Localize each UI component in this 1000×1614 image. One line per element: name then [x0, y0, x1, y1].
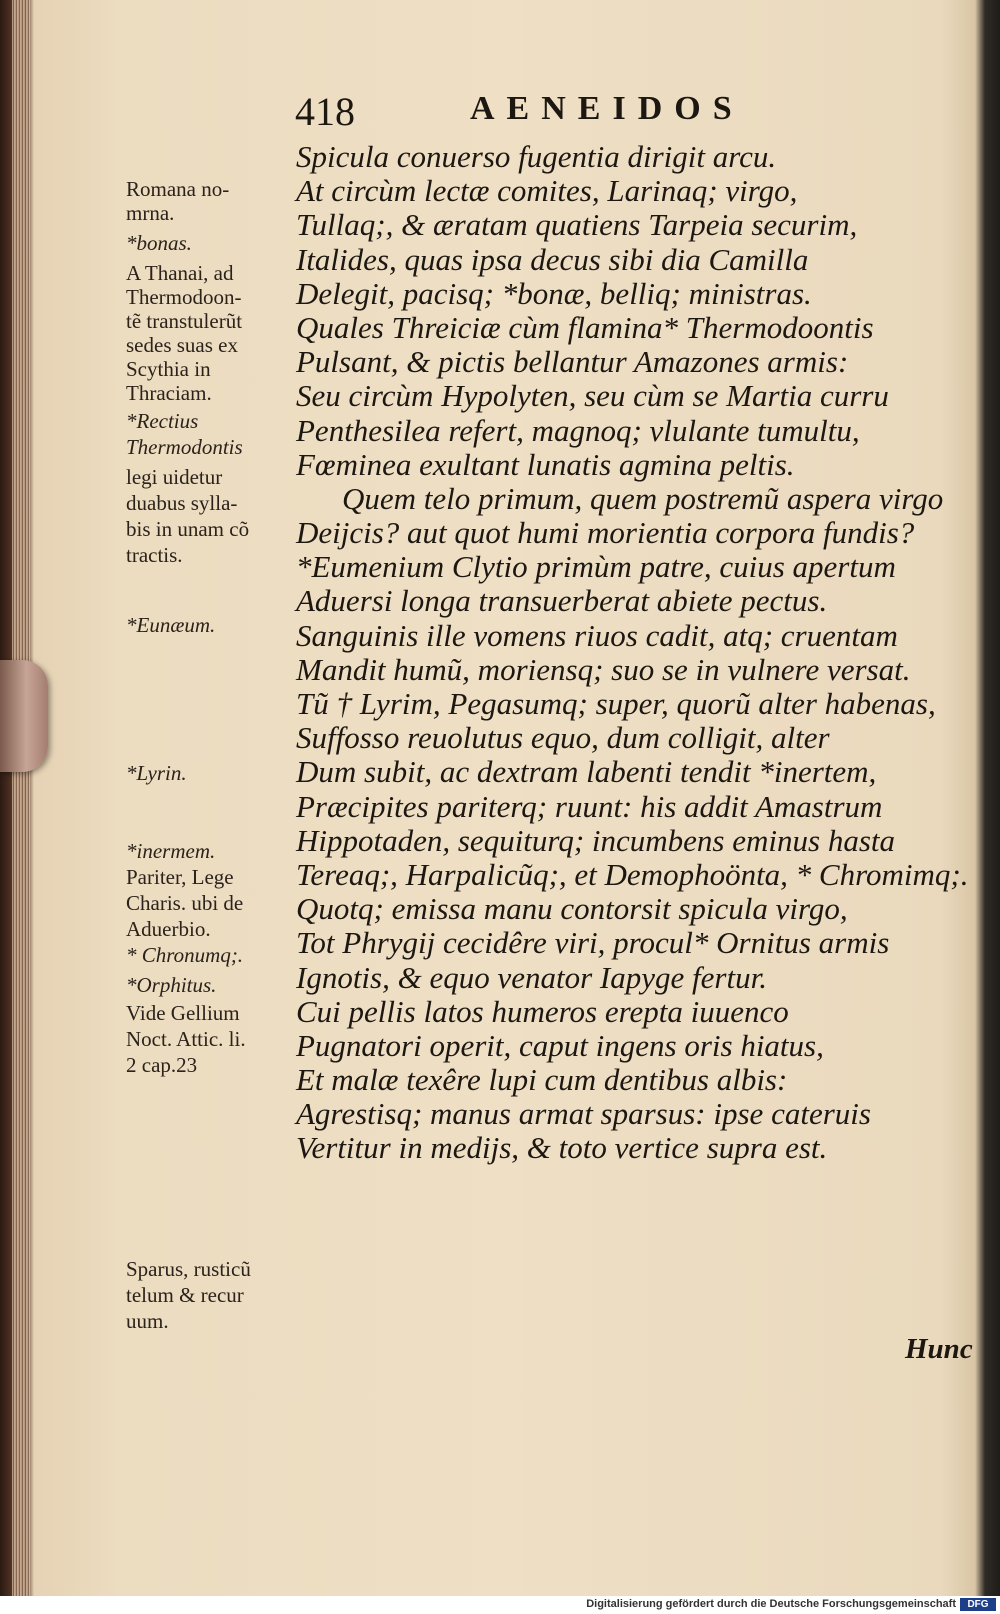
margin-note: Scythia in — [126, 357, 211, 381]
digitization-footer — [0, 1596, 1000, 1614]
verse-line: Fœminea exultant lunatis agmina peltis. — [296, 446, 795, 482]
margin-note: * Chronumq;. — [126, 943, 244, 967]
margin-note: mrna. — [126, 201, 175, 225]
margin-note: Aduerbio. — [126, 917, 211, 941]
page-number: 418 — [295, 89, 355, 134]
funding-credit: Digitalisierung gefördert durch die Deutsche Forschungsgemeinschaft — [586, 1598, 956, 1610]
verse-line: Deijcis? aut quot humi morientia corpora fundis? — [296, 515, 915, 551]
margin-note: Thermodoon- — [126, 285, 242, 309]
margin-note: Charis. ubi de — [126, 891, 244, 915]
margin-note: uum. — [126, 1309, 169, 1333]
catchword: Hunc — [905, 1333, 973, 1365]
verse-line: Tereaq;, Harpalicũq;, et Demophoönta, * Chromimq;. — [296, 856, 969, 892]
margin-note: A Thanai, ad — [126, 261, 234, 285]
verse-line: Agrestisq; manus armat sparsus: ipse cateruis — [296, 1096, 871, 1132]
verse-line: Tullaq;, & æratam quatiens Tarpeia securim, — [296, 207, 858, 243]
margin-note: Romana no- — [126, 177, 230, 201]
book-clasp — [0, 660, 48, 772]
margin-note: Thraciam. — [126, 381, 212, 405]
margin-note: 2 cap.23 — [126, 1053, 198, 1077]
margin-note: sedes suas ex — [126, 333, 238, 357]
margin-note: *Lyrin. — [126, 761, 187, 785]
verse-line: Italides, quas ipsa decus sibi dia Camilla — [296, 241, 809, 277]
verse-line: *Eumenium Clytio primùm patre, cuius apertum — [296, 549, 896, 585]
verse-line: Pugnatori operit, caput ingens oris hiatus, — [296, 1027, 824, 1063]
margin-note: Noct. Attic. li. — [126, 1027, 246, 1051]
verse-line: Mandit humũ, moriensq; suo se in vulnere versat. — [296, 651, 911, 687]
verse-line: Aduersi longa transuerberat abiete pectus. — [296, 583, 828, 619]
margin-note: *Eunæum. — [126, 613, 216, 637]
margin-note: *Rectius — [126, 409, 199, 433]
verse-line: Ignotis, & equo venator Iapyge fertur. — [296, 959, 767, 995]
dfg-logo: DFG — [960, 1598, 996, 1611]
verse-line: At circùm lectæ comites, Larinaq; virgo, — [296, 173, 798, 209]
margin-note: Pariter, Lege — [126, 865, 234, 889]
margin-note: *inermem. — [126, 839, 216, 863]
verse-line: Delegit, pacisq; *bonæ, belliq; ministras. — [296, 275, 812, 311]
verse-line: Dum subit, ac dextram labenti tendit *inertem, — [296, 754, 877, 790]
margin-note: *Orphitus. — [126, 973, 217, 997]
verse-line: Suffosso reuolutus equo, dum colligit, alter — [296, 720, 830, 756]
verse-line: Penthesilea refert, magnoq; vlulante tumultu, — [296, 412, 860, 448]
verse-line: Vertitur in medijs, & toto vertice supra est. — [296, 1130, 828, 1166]
margin-note: Sparus, rusticũ — [126, 1257, 251, 1281]
margin-note: tẽ transtulerũt — [126, 309, 243, 333]
verse-text — [296, 140, 986, 1166]
margin-note: bis in unam cõ — [126, 517, 250, 541]
margin-note: Vide Gellium — [126, 1001, 240, 1025]
verse-line: Et malæ texêre lupi cum dentibus albis: — [296, 1062, 788, 1098]
margin-note: tractis. — [126, 543, 183, 567]
margin-note: Thermodontis — [126, 435, 243, 459]
verse-line: Præcipites pariterq; ruunt: his addit Amastrum — [296, 788, 883, 824]
page-header — [295, 88, 815, 136]
verse-line: Hippotaden, sequiturq; incumbens eminus hasta — [296, 822, 895, 858]
page-edges — [12, 0, 30, 1596]
verse-line: Tot Phrygij cecidêre viri, procul* Ornitus armis — [296, 925, 890, 961]
verse-line: Seu circùm Hypolyten, seu cùm se Martia curru — [296, 378, 889, 414]
verse-line: Pulsant, & pictis bellantur Amazones armis: — [296, 344, 849, 380]
verse-line: Tũ † Lyrim, Pegasumq; super, quorũ alter habenas, — [296, 686, 936, 721]
margin-note: *bonas. — [126, 231, 192, 255]
margin-note: legi uidetur — [126, 465, 223, 489]
verse-line: Cui pellis latos humeros erepta iuuenco — [296, 993, 789, 1029]
verse-line: Quem telo primum, quem postremũ aspera virgo — [342, 480, 944, 516]
margin-note: duabus sylla- — [126, 491, 238, 515]
verse-line: Sanguinis ille vomens riuos cadit, atq; cruentam — [296, 617, 898, 653]
verse-line: Quotq; emissa manu contorsit spicula virgo, — [296, 891, 848, 927]
running-title: AENEIDOS — [470, 90, 744, 127]
verse-line: Spicula conuerso fugentia dirigit arcu. — [296, 139, 777, 174]
margin-note: telum & recur — [126, 1283, 244, 1307]
verse-line: Quales Threiciæ cùm flamina* Thermodoontis — [296, 309, 874, 345]
